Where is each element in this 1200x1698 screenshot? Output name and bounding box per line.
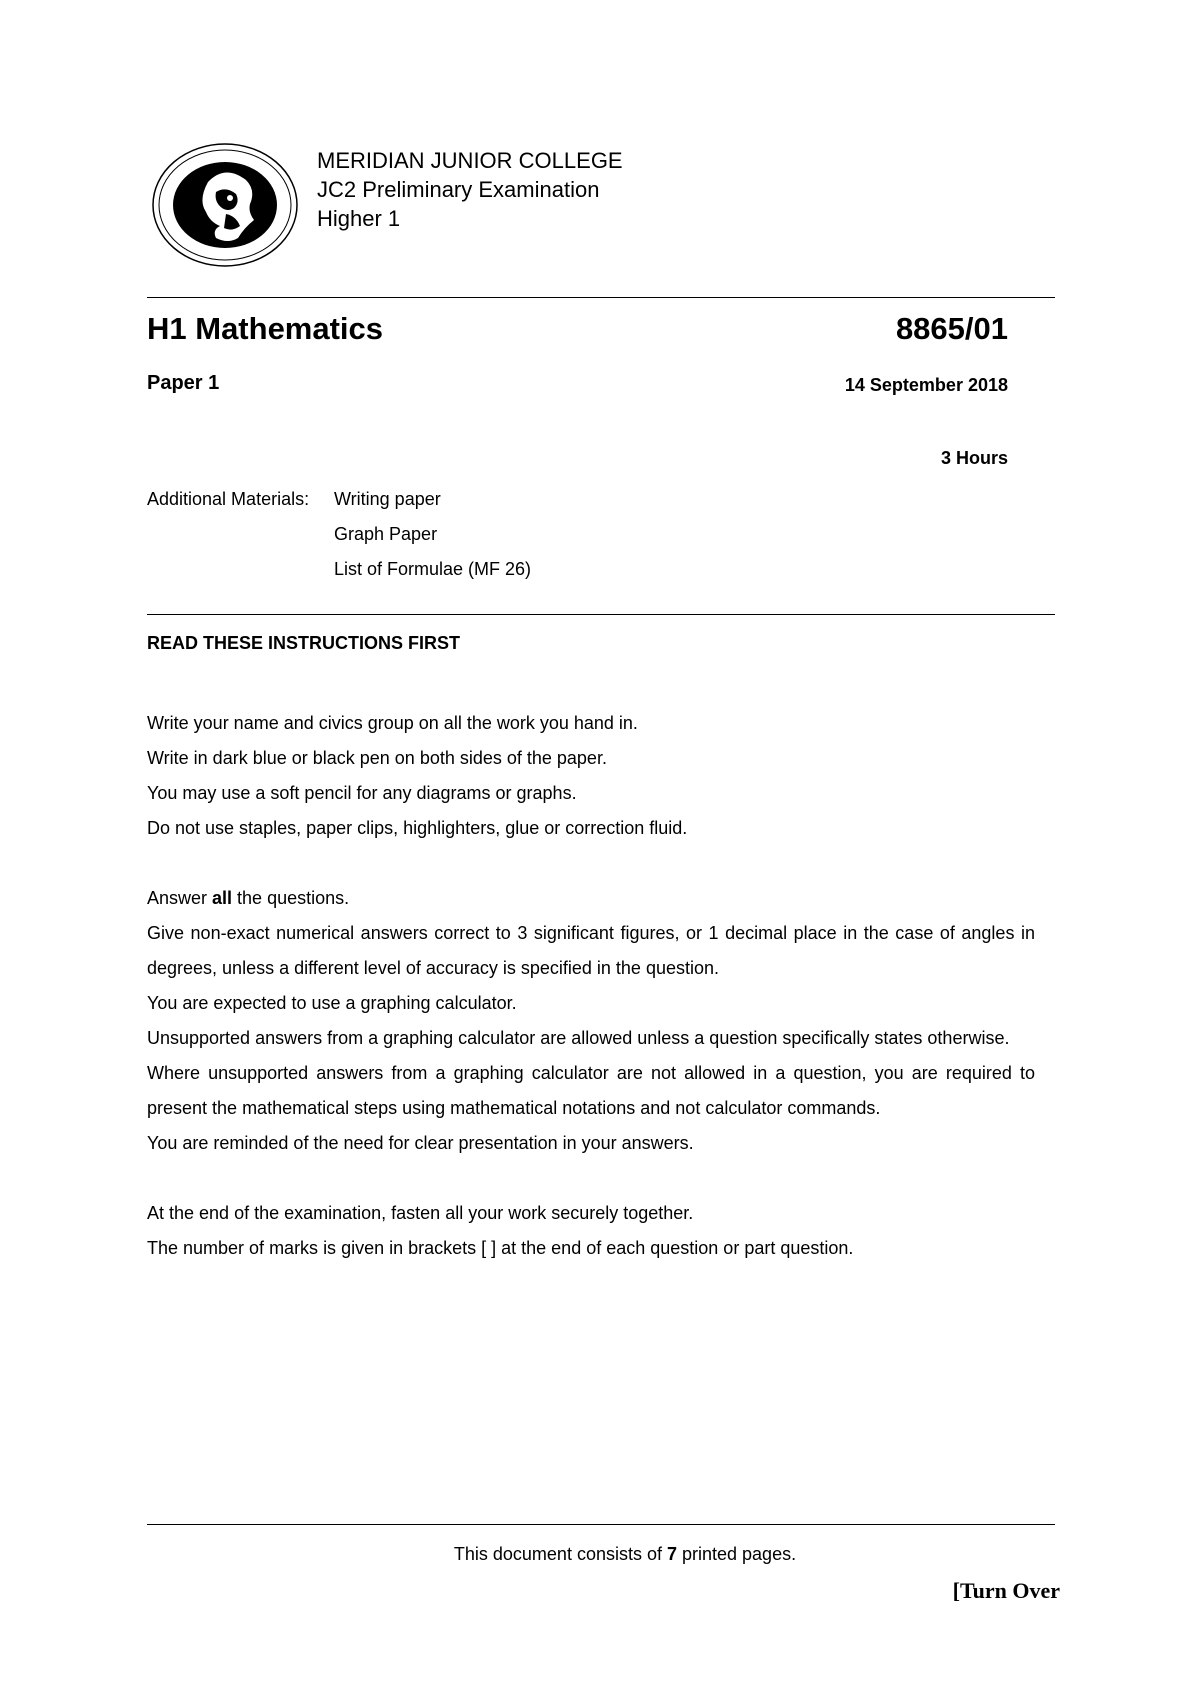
page-count-note [0,1544,1200,1565]
materials-list [334,482,531,587]
lion-crest-icon [150,142,300,268]
instruction-line: You may use a soft pencil for any diagrams or graphs. [147,783,577,803]
college-logo [150,142,300,268]
instruction-line: You are reminded of the need for clear presentation in your answers. [147,1133,694,1153]
pages-suffix: printed pages. [677,1544,797,1564]
instruction-line: The number of marks is given in brackets [ ] at the end of each question or part question. [147,1238,854,1258]
exam-level: Higher 1 [317,206,401,231]
exam-duration: 3 Hours [940,448,1008,468]
pages-count: 7 [666,1544,677,1564]
answer-prefix: Answer [147,888,213,908]
subject-title: H1 Mathematics [147,311,384,346]
top-divider [147,297,1055,298]
pages-prefix: This document consists of [453,1544,667,1564]
instruction-line: Unsupported answers from a graphing calculator are allowed unless a question specifically states otherwise. [147,1028,1010,1048]
answer-emphasis: all [212,888,233,908]
instruction-line: Give non-exact numerical answers correct to 3 significant figures, or 1 decimal place in the case of angles in degrees, unless a different level of accuracy is specified in the question. [147,923,1035,978]
instruction-line: You are expected to use a graphing calculator. [147,993,517,1013]
material-item: Writing paper [334,489,441,509]
instructions-body [147,706,1035,1266]
college-name: MERIDIAN JUNIOR COLLEGE [317,148,623,173]
instruction-line: At the end of the examination, fasten all your work securely together. [147,1203,694,1223]
turn-over-label: [Turn Over [952,1578,1060,1603]
instruction-line: Write your name and civics group on all the work you hand in. [147,713,638,733]
instructions-heading: READ THESE INSTRUCTIONS FIRST [147,633,461,653]
instruction-line [147,881,1035,916]
instruction-line: Do not use staples, paper clips, highlighters, glue or correction fluid. [147,818,688,838]
middle-divider [147,614,1055,615]
instruction-line: Where unsupported answers from a graphing calculator are not allowed in a question, you are required to present the mathematical steps using mathematical notations and not calculator commands. [147,1063,1035,1118]
material-item: Graph Paper [334,524,438,544]
bottom-divider [147,1524,1055,1525]
instruction-line: Write in dark blue or black pen on both sides of the paper. [147,748,607,768]
exam-date: 14 September 2018 [844,375,1008,395]
paper-number: Paper 1 [147,372,220,394]
materials-label: Additional Materials: [147,489,310,509]
exam-name: JC2 Preliminary Examination [317,177,600,202]
college-info [317,146,623,233]
syllabus-code: 8865/01 [895,311,1008,346]
answer-suffix: the questions. [232,888,350,908]
material-item: List of Formulae (MF 26) [334,559,532,579]
